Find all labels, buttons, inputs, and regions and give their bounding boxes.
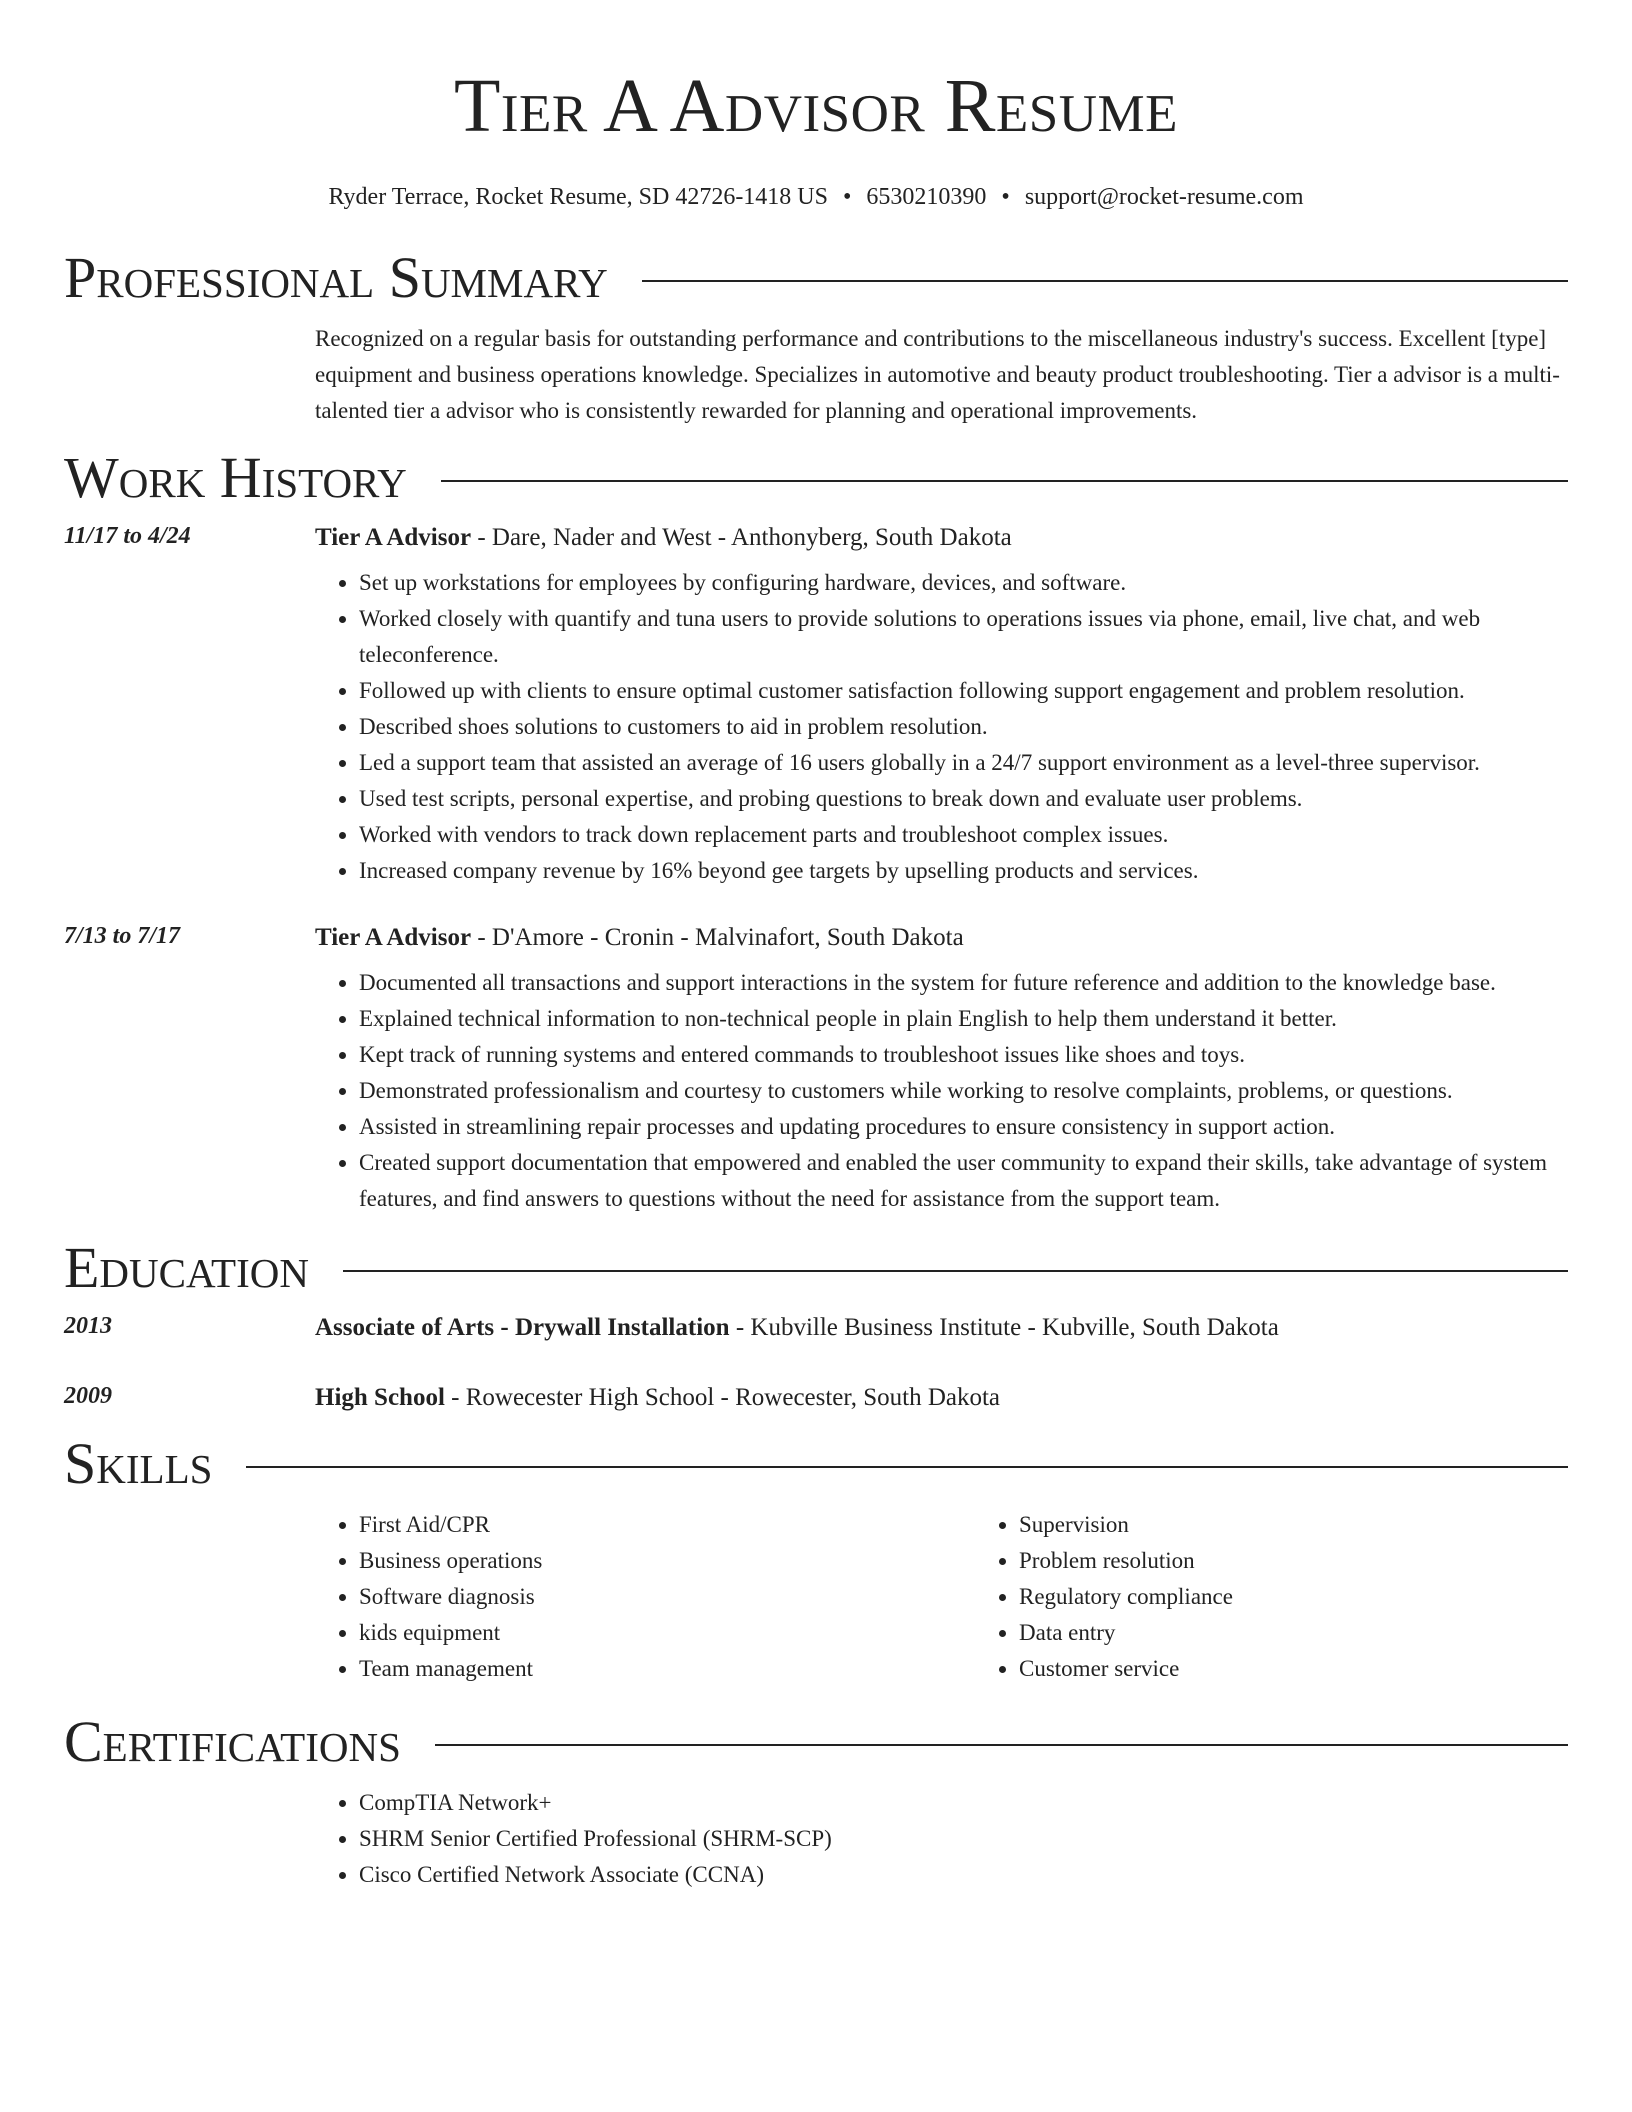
education-line xyxy=(315,1383,1568,1413)
resume-title: Tier A Advisor Resume xyxy=(453,64,1179,148)
skills-heading-row xyxy=(64,1431,1568,1496)
certification-item: • CompTIA Network+ xyxy=(359,1785,1568,1821)
education-section xyxy=(64,1235,1568,1413)
education-year: 2009 xyxy=(64,1383,112,1409)
job-title: Tier A Advisor xyxy=(315,924,472,951)
contact-phone: 6530210390 xyxy=(866,184,987,210)
job-bullet: • Explained technical information to non-technical people in plain English to help them understand it better. xyxy=(359,1001,1568,1037)
job-bullet: • Described shoes solutions to customers to aid in problem resolution. xyxy=(359,709,1568,745)
section-divider xyxy=(343,1270,1568,1272)
job-left-spacer xyxy=(64,565,315,889)
job-bullet: • Increased company revenue by 16% beyond gee targets by upselling products and services. xyxy=(359,853,1568,889)
skill-item: • Business operations xyxy=(359,1543,975,1579)
job-dates: 11/17 to 4/24 xyxy=(64,523,191,549)
work-section xyxy=(64,445,1568,1217)
summary-row xyxy=(64,321,1568,429)
job-details: - Dare, Nader and West - Anthonyberg, South Dakota xyxy=(471,524,1012,551)
job-bullets-row xyxy=(64,965,1568,1217)
job-entry xyxy=(64,923,1568,1217)
job-bullets-container xyxy=(315,565,1568,889)
job-bullet: • Assisted in streamlining repair processes and updating procedures to ensure consistency in support action. xyxy=(359,1109,1568,1145)
section-divider xyxy=(435,1744,1568,1746)
job-entry xyxy=(64,523,1568,889)
education-degree: High School xyxy=(315,1384,445,1411)
certifications-section xyxy=(64,1709,1568,1893)
summary-left-spacer xyxy=(64,321,315,429)
job-bullet: • Worked with vendors to track down replacement parts and troubleshoot complex issues. xyxy=(359,817,1568,853)
skills-section xyxy=(64,1431,1568,1687)
education-details: - Rowecester High School - Rowecester, South Dakota xyxy=(444,1384,1001,1411)
certification-item: • Cisco Certified Network Associate (CCNA) xyxy=(359,1857,1568,1893)
summary-heading: Professional Summary xyxy=(64,245,608,310)
job-dates: 7/13 to 7/17 xyxy=(64,923,181,949)
work-heading-row xyxy=(64,445,1568,510)
job-bullet: • Led a support team that assisted an average of 16 users globally in a 24/7 support environment as a level-three supervisor. xyxy=(359,745,1568,781)
skill-item: • Data entry xyxy=(1019,1615,1632,1651)
skill-item: • Supervision xyxy=(1019,1507,1632,1543)
skill-item: • Team management xyxy=(359,1651,975,1687)
certifications-heading: Certifications xyxy=(64,1709,401,1774)
work-heading: Work History xyxy=(64,445,407,510)
job-bullets-row xyxy=(64,565,1568,889)
contact-separator: • xyxy=(1001,184,1010,210)
certifications-left-spacer xyxy=(64,1785,315,1893)
contact-line xyxy=(64,184,1568,211)
job-title-line xyxy=(315,923,1568,953)
skills-row xyxy=(64,1507,1568,1687)
job-bullet: • Used test scripts, personal expertise, and probing questions to break down and evaluate user problems. xyxy=(359,781,1568,817)
summary-body xyxy=(315,321,1568,429)
job-bullet: • Documented all transactions and support interactions in the system for future reference and addition to the knowledge base. xyxy=(359,965,1568,1001)
skills-heading: Skills xyxy=(64,1431,213,1496)
job-header xyxy=(64,523,1568,553)
education-details: - Kubville Business Institute - Kubville, South Dakota xyxy=(729,1314,1279,1341)
skill-item: • Regulatory compliance xyxy=(1019,1579,1632,1615)
job-bullet: • Created support documentation that empowered and enabled the user community to expand their skills, take advantage of system features, and find answers to questions without the need for assistance from the support team. xyxy=(359,1145,1568,1217)
skills-left-spacer xyxy=(64,1507,315,1687)
job-header xyxy=(64,923,1568,953)
job-bullet: • Set up workstations for employees by configuring hardware, devices, and software. xyxy=(359,565,1568,601)
job-bullet: • Kept track of running systems and entered commands to troubleshoot issues like shoes and toys. xyxy=(359,1037,1568,1073)
section-divider xyxy=(246,1466,1568,1468)
skills-list-left xyxy=(315,1507,975,1687)
job-title-line xyxy=(315,523,1568,553)
certifications-body xyxy=(315,1785,1568,1893)
education-entry xyxy=(64,1313,1568,1343)
skills-list-right xyxy=(975,1507,1632,1687)
education-year: 2013 xyxy=(64,1313,112,1339)
job-bullet: • Worked closely with quantify and tuna users to provide solutions to operations issues via phone, email, live chat, and web teleconference. xyxy=(359,601,1568,673)
job-left-spacer xyxy=(64,965,315,1217)
education-degree: Associate of Arts - Drywall Installation xyxy=(315,1314,730,1341)
education-heading-row xyxy=(64,1235,1568,1300)
job-bullet: • Demonstrated professionalism and courtesy to customers while working to resolve complaints, problems, or questions. xyxy=(359,1073,1568,1109)
education-line xyxy=(315,1313,1568,1343)
job-details: - D'Amore - Cronin - Malvinafort, South Dakota xyxy=(471,924,964,951)
skill-item: • kids equipment xyxy=(359,1615,975,1651)
certification-item: • SHRM Senior Certified Professional (SHRM-SCP) xyxy=(359,1821,1568,1857)
skill-item: • Software diagnosis xyxy=(359,1579,975,1615)
section-divider xyxy=(642,280,1568,282)
skills-grid xyxy=(315,1507,1632,1687)
skill-item: • Problem resolution xyxy=(1019,1543,1632,1579)
job-bullets xyxy=(315,965,1568,1217)
summary-heading-row xyxy=(64,245,1568,310)
skill-item: • Customer service xyxy=(1019,1651,1632,1687)
certifications-heading-row xyxy=(64,1709,1568,1774)
education-heading: Education xyxy=(64,1235,309,1300)
job-bullets xyxy=(315,565,1568,889)
job-bullets-container xyxy=(315,965,1568,1217)
certifications-row xyxy=(64,1785,1568,1893)
education-entry xyxy=(64,1383,1568,1413)
certifications-list xyxy=(315,1785,1568,1893)
summary-text: Recognized on a regular basis for outstanding performance and contributions to the miscellaneous industry's success. Excellent [type] equipment and business operations knowledge. Specializes in automotive and beauty product troubleshooting. Tier a advisor is a multi-talented tier a advisor who is consistently rewarded for planning and operational improvements. xyxy=(315,326,1560,423)
job-bullet: • Followed up with clients to ensure optimal customer satisfaction following support engagement and problem resolution. xyxy=(359,673,1568,709)
contact-email: support@rocket-resume.com xyxy=(1024,184,1304,210)
job-title: Tier A Advisor xyxy=(315,524,472,551)
section-divider xyxy=(441,480,1568,482)
summary-section xyxy=(64,245,1568,429)
contact-separator: • xyxy=(843,184,852,210)
contact-address: Ryder Terrace, Rocket Resume, SD 42726-1418 US xyxy=(328,184,828,210)
skill-item: • First Aid/CPR xyxy=(359,1507,975,1543)
